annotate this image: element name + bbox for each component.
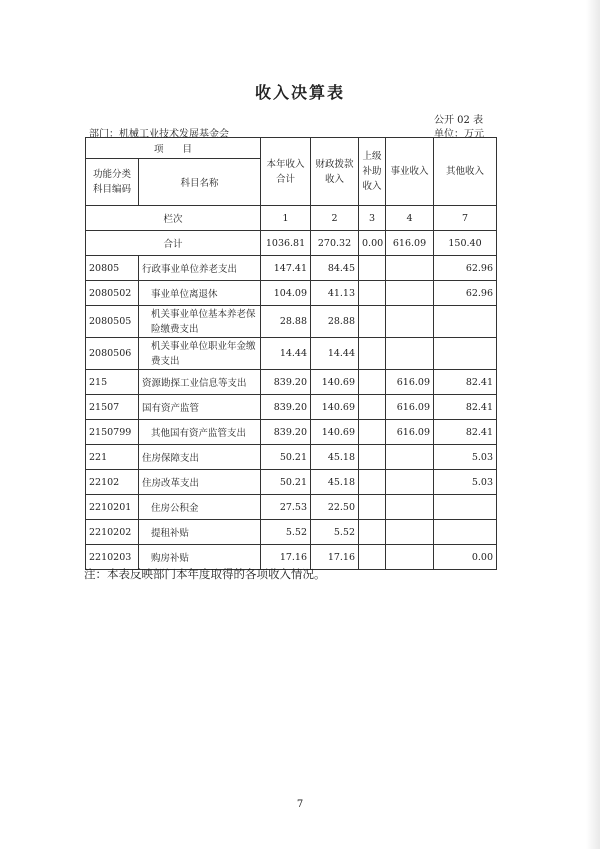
row-value: 616.09: [386, 420, 434, 445]
row-value: [386, 306, 434, 338]
header-superior: 上级补助收入: [359, 138, 386, 206]
row-value: [386, 281, 434, 306]
row-value: [359, 545, 386, 570]
row-value: 50.21: [261, 445, 311, 470]
form-code: 公开 02 表: [434, 115, 484, 126]
table-row: [86, 306, 497, 338]
row-value: 5.03: [434, 445, 497, 470]
row-value: 5.52: [261, 520, 311, 545]
row-value: 104.09: [261, 281, 311, 306]
row-value: [359, 338, 386, 370]
row-value: [359, 370, 386, 395]
column-index: 4: [386, 206, 434, 231]
table-row: [86, 395, 497, 420]
row-value: [386, 256, 434, 281]
row-code: 2080506: [86, 338, 139, 370]
total-value: 150.40: [434, 231, 497, 256]
table-row: [86, 470, 497, 495]
row-name: 国有资产监管: [139, 395, 261, 420]
header-item: 项 目: [86, 138, 261, 159]
table-row: [86, 420, 497, 445]
row-value: 616.09: [386, 370, 434, 395]
row-value: [359, 306, 386, 338]
table-row: [86, 281, 497, 306]
row-code: 20805: [86, 256, 139, 281]
row-name: 资源勘探工业信息等支出: [139, 370, 261, 395]
header-subject-name: 科目名称: [139, 159, 261, 206]
column-index: 2: [311, 206, 359, 231]
row-code: 2080502: [86, 281, 139, 306]
row-value: [359, 520, 386, 545]
row-value: [434, 520, 497, 545]
row-value: 839.20: [261, 420, 311, 445]
income-table: [85, 137, 497, 570]
table-row: [86, 256, 497, 281]
table-row: [86, 520, 497, 545]
row-name: 机关事业单位职业年金缴费支出: [139, 338, 261, 370]
column-index-row: [86, 206, 497, 231]
total-value: 270.32: [311, 231, 359, 256]
row-name: 机关事业单位基本养老保险缴费支出: [139, 306, 261, 338]
row-value: 140.69: [311, 420, 359, 445]
unit-label: 单位：万元: [434, 129, 484, 140]
row-value: [386, 470, 434, 495]
row-name: 事业单位离退休: [139, 281, 261, 306]
row-code: 2150799: [86, 420, 139, 445]
row-value: 5.52: [311, 520, 359, 545]
row-value: [434, 495, 497, 520]
row-value: 82.41: [434, 370, 497, 395]
row-value: 5.03: [434, 470, 497, 495]
total-value: 1036.81: [261, 231, 311, 256]
row-code: 22102: [86, 470, 139, 495]
report-title: 收入决算表: [254, 83, 345, 102]
row-value: [386, 520, 434, 545]
row-value: 84.45: [311, 256, 359, 281]
table-note: 注：本表反映部门本年度取得的各项收入情况。: [84, 567, 326, 581]
row-value: 14.44: [311, 338, 359, 370]
row-value: [359, 420, 386, 445]
row-value: 50.21: [261, 470, 311, 495]
row-value: 41.13: [311, 281, 359, 306]
total-value: 0.00: [359, 231, 386, 256]
table-row: [86, 338, 497, 370]
row-value: 62.96: [434, 281, 497, 306]
row-value: 62.96: [434, 256, 497, 281]
row-value: 28.88: [311, 306, 359, 338]
row-name: 住房改革支出: [139, 470, 261, 495]
row-value: [386, 495, 434, 520]
row-code: 221: [86, 445, 139, 470]
column-index: 7: [434, 206, 497, 231]
row-code: 2210202: [86, 520, 139, 545]
row-value: [434, 338, 497, 370]
row-value: 28.88: [261, 306, 311, 338]
row-value: 17.16: [311, 545, 359, 570]
header-func-code: 功能分类科目编码: [86, 159, 139, 206]
row-name: 购房补贴: [139, 545, 261, 570]
row-value: 82.41: [434, 395, 497, 420]
row-value: [386, 338, 434, 370]
row-value: 616.09: [386, 395, 434, 420]
row-value: [386, 545, 434, 570]
row-value: 839.20: [261, 395, 311, 420]
row-value: [359, 445, 386, 470]
row-value: [359, 281, 386, 306]
row-code: 2210203: [86, 545, 139, 570]
table-row: [86, 370, 497, 395]
row-value: [359, 470, 386, 495]
row-value: [359, 256, 386, 281]
row-value: [359, 495, 386, 520]
row-value: 0.00: [434, 545, 497, 570]
row-code: 2080505: [86, 306, 139, 338]
row-value: 82.41: [434, 420, 497, 445]
header-total-income: 本年收入合计: [261, 138, 311, 206]
row-code: 2210201: [86, 495, 139, 520]
row-name: 其他国有资产监管支出: [139, 420, 261, 445]
row-code: 215: [86, 370, 139, 395]
row-value: 17.16: [261, 545, 311, 570]
total-value: 616.09: [386, 231, 434, 256]
row-value: 45.18: [311, 445, 359, 470]
table-row: [86, 495, 497, 520]
total-label: 合计: [86, 231, 261, 256]
header-business: 事业收入: [386, 138, 434, 206]
row-value: [434, 306, 497, 338]
row-value: 45.18: [311, 470, 359, 495]
row-name: 行政事业单位养老支出: [139, 256, 261, 281]
page-edge-shadow: [586, 0, 600, 849]
row-name: 住房保障支出: [139, 445, 261, 470]
column-index: 1: [261, 206, 311, 231]
row-value: 140.69: [311, 370, 359, 395]
row-value: 27.53: [261, 495, 311, 520]
column-index: 3: [359, 206, 386, 231]
row-value: [386, 445, 434, 470]
row-value: 22.50: [311, 495, 359, 520]
header-fiscal: 财政拨款收入: [311, 138, 359, 206]
row-code: 21507: [86, 395, 139, 420]
header-other: 其他收入: [434, 138, 497, 206]
row-value: 14.44: [261, 338, 311, 370]
row-value: 839.20: [261, 370, 311, 395]
column-index-label: 栏次: [86, 206, 261, 231]
department-label: 部门：机械工业技术发展基金会: [89, 129, 229, 140]
total-row: [86, 231, 497, 256]
row-value: [359, 395, 386, 420]
row-value: 147.41: [261, 256, 311, 281]
row-name: 住房公积金: [139, 495, 261, 520]
row-name: 提租补贴: [139, 520, 261, 545]
table-row: [86, 445, 497, 470]
page-number: 7: [296, 799, 304, 810]
row-value: 140.69: [311, 395, 359, 420]
